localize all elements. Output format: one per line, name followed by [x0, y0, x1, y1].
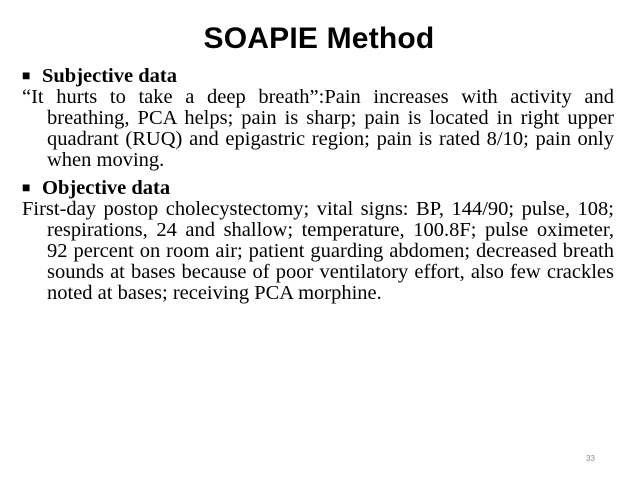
- subjective-text: “It hurts to take a deep breath”:Pain increases with activity and breathing, PCA helps; pain is sharp; pain is located in right upper quadrant (RUQ) and epigastric region; pain is rated 8/10; pain only when moving.: [22, 86, 614, 171]
- objective-heading-label: Objective data: [42, 177, 171, 199]
- slide-title: SOAPIE Method: [203, 22, 435, 55]
- square-bullet-icon: ■: [22, 69, 31, 84]
- subjective-heading-label: Subjective data: [42, 65, 177, 87]
- page-number: 33: [586, 454, 595, 463]
- square-bullet-icon: ■: [22, 181, 31, 196]
- slide-content: [22, 66, 614, 304]
- subjective-heading: [22, 66, 614, 87]
- objective-text: First-day postop cholecystectomy; vital signs: BP, 144/90; pulse, 108; respirations, 24 and shallow; temperature, 100.8F; pulse oximeter, 92 percent on room air; patient guarding abdomen; decreased breath sounds at bases because of poor ventilatory effort, also few crackles noted at bases; receiving PCA morphine.: [22, 198, 614, 304]
- objective-heading: [22, 178, 614, 199]
